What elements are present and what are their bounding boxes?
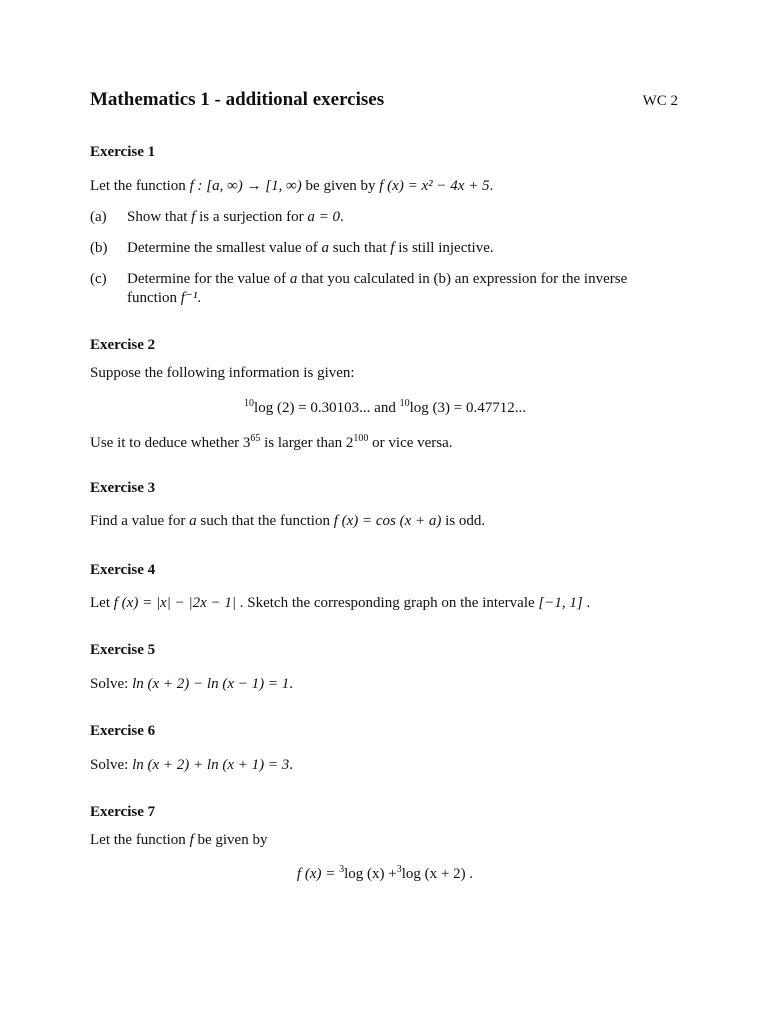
exercise-1-item-c [90,270,680,308]
exercise-3-formula: f (x) = cos (x + a) [333,513,442,529]
exercise-3-heading [90,479,680,498]
item-text: Determine for the value of a that you calculated in (b) an expression for the inverse function f⁻¹. [127,271,628,306]
exercise-4-formula: f (x) = |x| − |2x − 1| [113,595,236,611]
page-title: Mathematics 1 - additional exercises [90,89,385,110]
function-domain-codomain: f : [a, ∞) → [1, ∞) [189,178,302,194]
exercise-1-intro: Let the function f : [a, ∞) → [1, ∞) be given by f (x) = x² − 4x + 5. [90,178,494,194]
item-label: (a) [90,209,107,225]
exercise-7-intro: Let the function f be given by [90,832,268,848]
exercise-5-text: Solve: ln (x + 2) − ln (x − 1) = 1. [90,676,293,692]
exercise-2-question: Use it to deduce whether $3^{65}$ is larger than $2^{100}$ or vice versa. [90,433,453,451]
item-text: Determine the smallest value of a such that f is still injective. [127,240,494,256]
exercise-7-heading [90,803,680,822]
exercise-heading: Exercise 3 [90,480,156,496]
function-formula: f (x) = x² − 4x + 5 [379,178,490,194]
exercise-heading: Exercise 4 [90,562,156,578]
exercise-2-equation: $^{10}$log (2) = 0.30103... and $^{10}$log (3) = 0.47712... [244,398,526,416]
exercise-6-formula: ln (x + 2) + ln (x + 1) = 3 [132,757,290,773]
exercise-5-heading [90,641,680,660]
exercise-4-interval: [−1, 1] [538,595,583,611]
exercise-2-heading [90,336,680,355]
exercise-heading: Exercise 6 [90,723,156,739]
exercise-heading: Exercise 2 [90,337,156,353]
exercise-3-text: Find a value for a such that the function f (x) = cos (x + a) is odd. [90,513,486,529]
exercise-2-intro: Suppose the following information is given: [90,365,355,381]
exercise-5-formula: ln (x + 2) − ln (x − 1) = 1 [132,676,290,692]
item-label: (b) [90,240,108,256]
exercise-6-heading [90,722,680,741]
page-header [90,89,678,115]
exercise-heading: Exercise 5 [90,642,156,658]
exercise-heading: Exercise 7 [90,804,156,820]
exercise-1-heading [90,143,680,162]
exercise-heading: Exercise 1 [90,144,156,160]
exercise-7-equation: f (x) = $^3$log (x) +$^3$log (x + 2) . [296,864,474,882]
exercise-4-heading [90,561,680,580]
exercise-6-text: Solve: ln (x + 2) + ln (x + 1) = 3. [90,757,293,773]
week-code: WC 2 [642,93,678,109]
item-text: Show that f is a surjection for a = 0. [127,209,344,225]
item-label: (c) [90,271,107,287]
exercise-4-text: Let f (x) = |x| − |2x − 1| . Sketch the corresponding graph on the intervale [−1, 1] . [90,595,591,611]
